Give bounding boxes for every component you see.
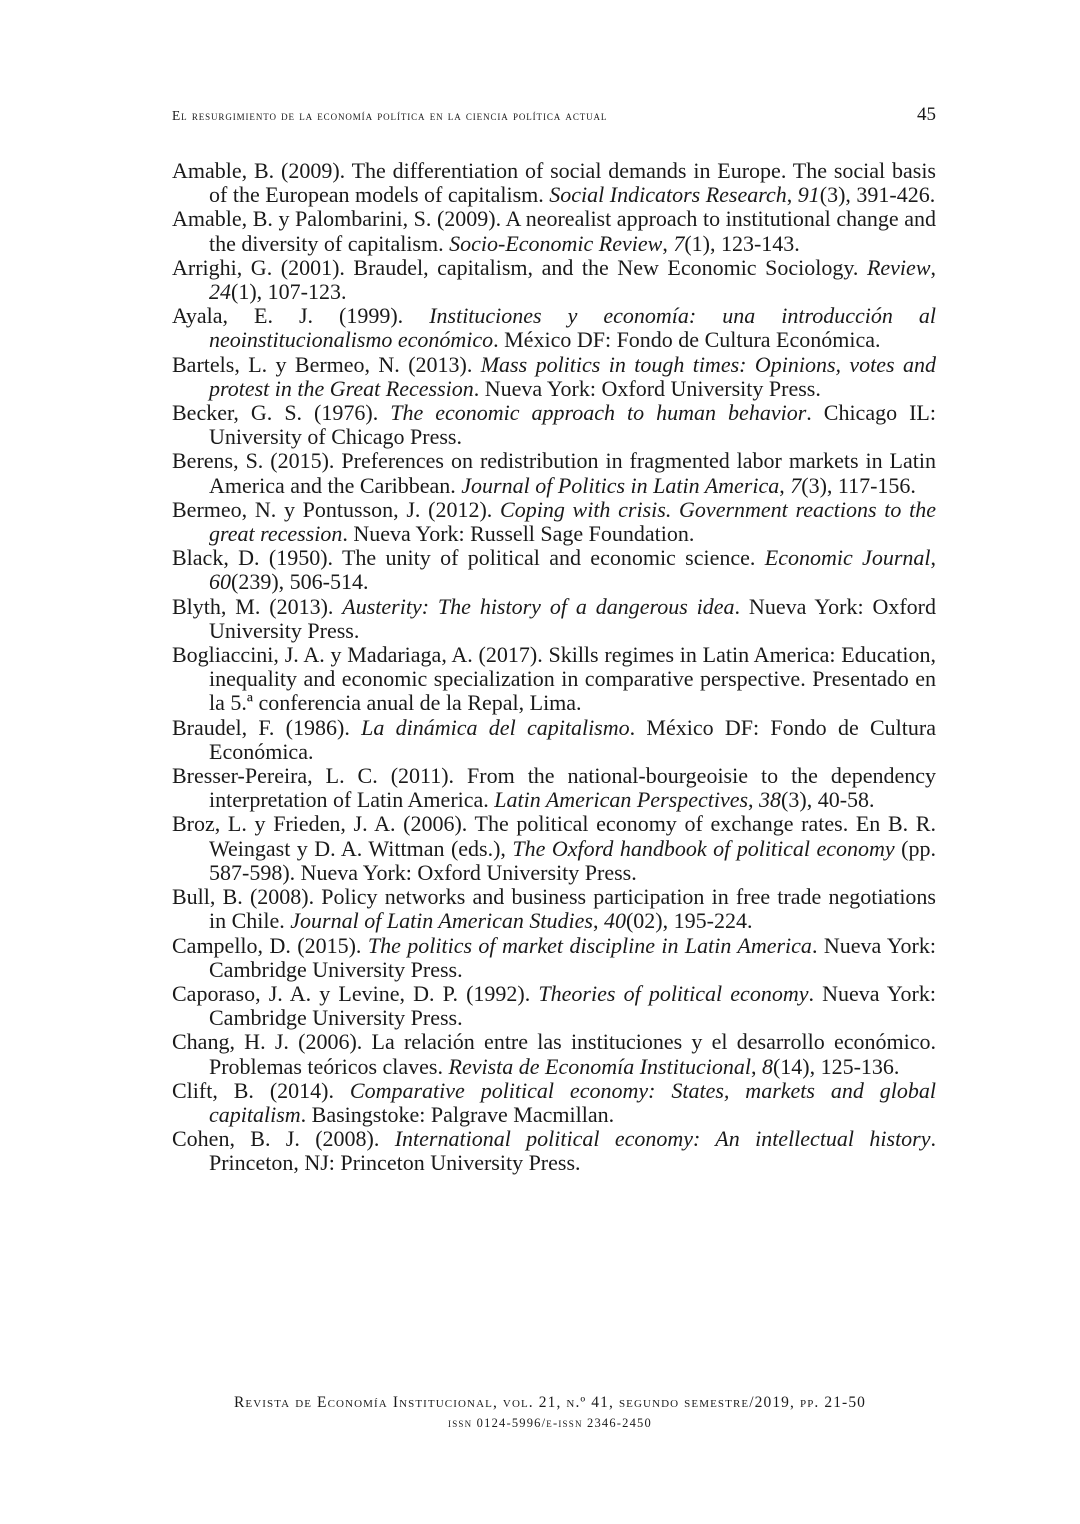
running-head: [172, 104, 936, 126]
running-title: El resurgimiento de la economía política en la ciencia política actual: [172, 108, 608, 123]
reference-entry: Clift, B. (2014). Comparative political economy: States, markets and global capitalism. Basingstoke: Palgrave Macmillan.: [172, 1077, 937, 1127]
reference-entry: Bartels, L. y Bermeo, N. (2013). Mass politics in tough times: Opinions, votes and protest in the Great Recession. Nueva York: Oxford University Press.: [172, 351, 937, 401]
footer-issn-line: issn 0124-5996/e-issn 2346-2450: [448, 1416, 652, 1430]
reference-entry: Ayala, E. J. (1999). Instituciones y economía: una introducción al neoinstitucionalismo económico. México DF: Fondo de Cultura Económica.: [172, 303, 936, 353]
reference-entry: Amable, B. y Palombarini, S. (2009). A neorealist approach to institutional change and the diversity of capitalism. Socio-Economic Review, 7(1), 123-143.: [172, 206, 936, 256]
reference-entry: Black, D. (1950). The unity of political and economic science. Economic Journal, 60(239), 506-514.: [172, 545, 936, 595]
reference-entry: Bogliaccini, J. A. y Madariaga, A. (2017). Skills regimes in Latin America: Education, inequality and economic specialization in comparative perspective. Presentado en la 5.ª conferencia anual de la Repal, Lima.: [172, 642, 936, 716]
footer-journal-line: Revista de Economía Institucional, vol. 21, n.º 41, segundo semestre/2019, pp. 21-50: [233, 1394, 867, 1411]
reference-list: [172, 159, 936, 1176]
reference-entry: Becker, G. S. (1976). The economic approach to human behavior. Chicago IL: University of Chicago Press.: [172, 400, 936, 450]
reference-entry: Bresser-Pereira, L. C. (2011). From the national-bourgeoisie to the dependency interpretation of Latin America. Latin American Perspectives, 38(3), 40-58.: [172, 763, 936, 813]
page-number: 45: [917, 104, 936, 125]
reference-entry: Cohen, B. J. (2008). International political economy: An intellectual history. Princeton, NJ: Princeton University Press.: [172, 1126, 937, 1176]
reference-entry: Chang, H. J. (2006). La relación entre las instituciones y el desarrollo económico. Problemas teóricos claves. Revista de Economía Institucional, 8(14), 125-136.: [172, 1029, 936, 1079]
reference-entry: Caporaso, J. A. y Levine, D. P. (1992). Theories of political economy. Nueva York: Cambridge University Press.: [172, 980, 936, 1031]
reference-entry: Bermeo, N. y Pontusson, J. (2012). Coping with crisis. Government reactions to the great recession. Nueva York: Russell Sage Foundation.: [172, 496, 936, 547]
reference-entry: Broz, L. y Frieden, J. A. (2006). The political economy of exchange rates. En B. R. Weingast y D. A. Wittman (eds.), The Oxford handbook of political economy (pp. 587-598). Nueva York: Oxford University Press.: [172, 811, 937, 885]
reference-entry: Bull, B. (2008). Policy networks and business participation in free trade negotiations in Chile. Journal of Latin American Studies, 40(02), 195-224.: [172, 884, 936, 934]
reference-entry: Campello, D. (2015). The politics of market discipline in Latin America. Nueva York: Cambridge University Press.: [172, 932, 936, 982]
reference-entry: Berens, S. (2015). Preferences on redistribution in fragmented labor markets in Latin America and the Caribbean. Journal of Politics in Latin America, 7(3), 117-156.: [172, 448, 936, 498]
reference-entry: Amable, B. (2009). The differentiation of social demands in Europe. The social basis of the European models of capitalism. Social Indicators Research, 91(3), 391-426.: [172, 158, 936, 208]
reference-entry: Braudel, F. (1986). La dinámica del capitalismo. México DF: Fondo de Cultura Económica.: [172, 714, 936, 764]
reference-entry: Blyth, M. (2013). Austerity: The history of a dangerous idea. Nueva York: Oxford University Press.: [172, 593, 936, 643]
reference-entry: Arrighi, G. (2001). Braudel, capitalism, and the New Economic Sociology. Review, 24(1), 107-123.: [172, 254, 936, 305]
